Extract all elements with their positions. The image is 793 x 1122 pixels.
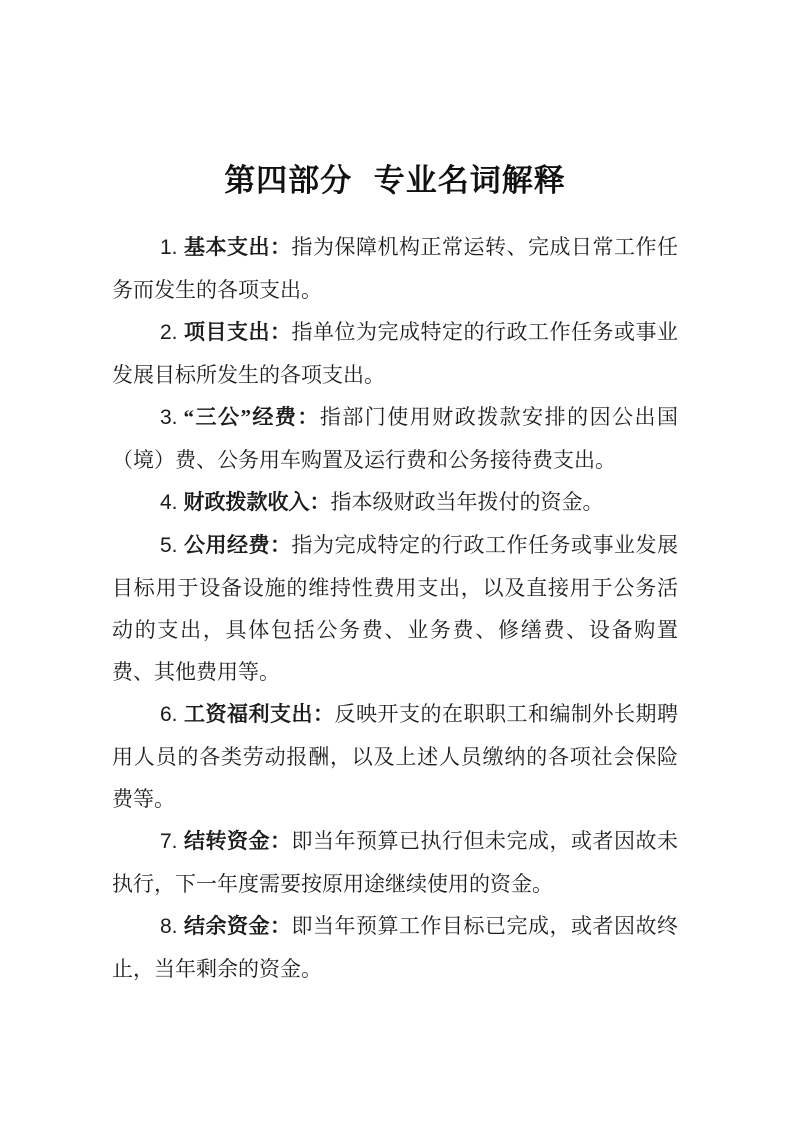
definition-item-8 [112,905,678,990]
item-term: 结转资金： [183,829,292,853]
item-number: 8. [160,915,178,938]
definition-item-3 [112,396,678,481]
item-term: 基本支出： [183,235,292,259]
item-number: 4. [160,491,178,514]
item-term: 工资福利支出： [183,702,335,726]
item-definition: 指为完成特定的行政工作任务或事业发展目标用于设备设施的维持性费用支出，以及直接用于公务活动的支出，具体包括公务费、业务费、修缮费、设备购置费、其他费用等。 [112,533,679,684]
item-definition: 指部门使用财政拨款安排的因公出国（境）费、公务用车购置及运行费和公务接待费支出。 [112,405,679,472]
item-definition: 指本级财政当年拨付的资金。 [330,490,604,514]
definitions-list [112,226,678,990]
document-content [112,0,678,990]
definition-item-6 [112,693,678,820]
definition-item-2 [112,311,678,396]
page-title: 第四部分 专业名词解释 [224,163,566,198]
item-definition: 指单位为完成特定的行政工作任务或事业发展目标所发生的各项支出。 [112,320,679,387]
item-definition: 反映开支的在职职工和编制外长期聘用人员的各类劳动报酬，以及上述人员缴纳的各项社会保险费等。 [112,702,679,811]
item-number: 7. [160,830,178,853]
item-definition: 指为保障机构正常运转、完成日常工作任务而发生的各项支出。 [112,235,679,302]
definition-item-7 [112,820,678,905]
item-number: 6. [160,703,178,726]
definition-item-1 [112,226,678,311]
item-term: “三公”经费： [183,405,320,429]
item-term: 公用经费： [183,533,292,557]
item-number: 5. [160,534,178,557]
item-term: 项目支出： [183,320,292,344]
definition-item-5 [112,524,678,693]
definition-item-4 [112,481,678,524]
item-term: 结余资金： [183,914,292,938]
item-number: 3. [160,406,178,429]
item-term: 财政拨款收入： [183,490,331,514]
item-definition: 即当年预算工作目标已完成，或者因故终止，当年剩余的资金。 [112,914,679,981]
item-definition: 即当年预算已执行但未完成，或者因故未执行，下一年度需要按原用途继续使用的资金。 [112,829,679,896]
item-number: 2. [160,321,178,344]
item-number: 1. [160,236,178,259]
